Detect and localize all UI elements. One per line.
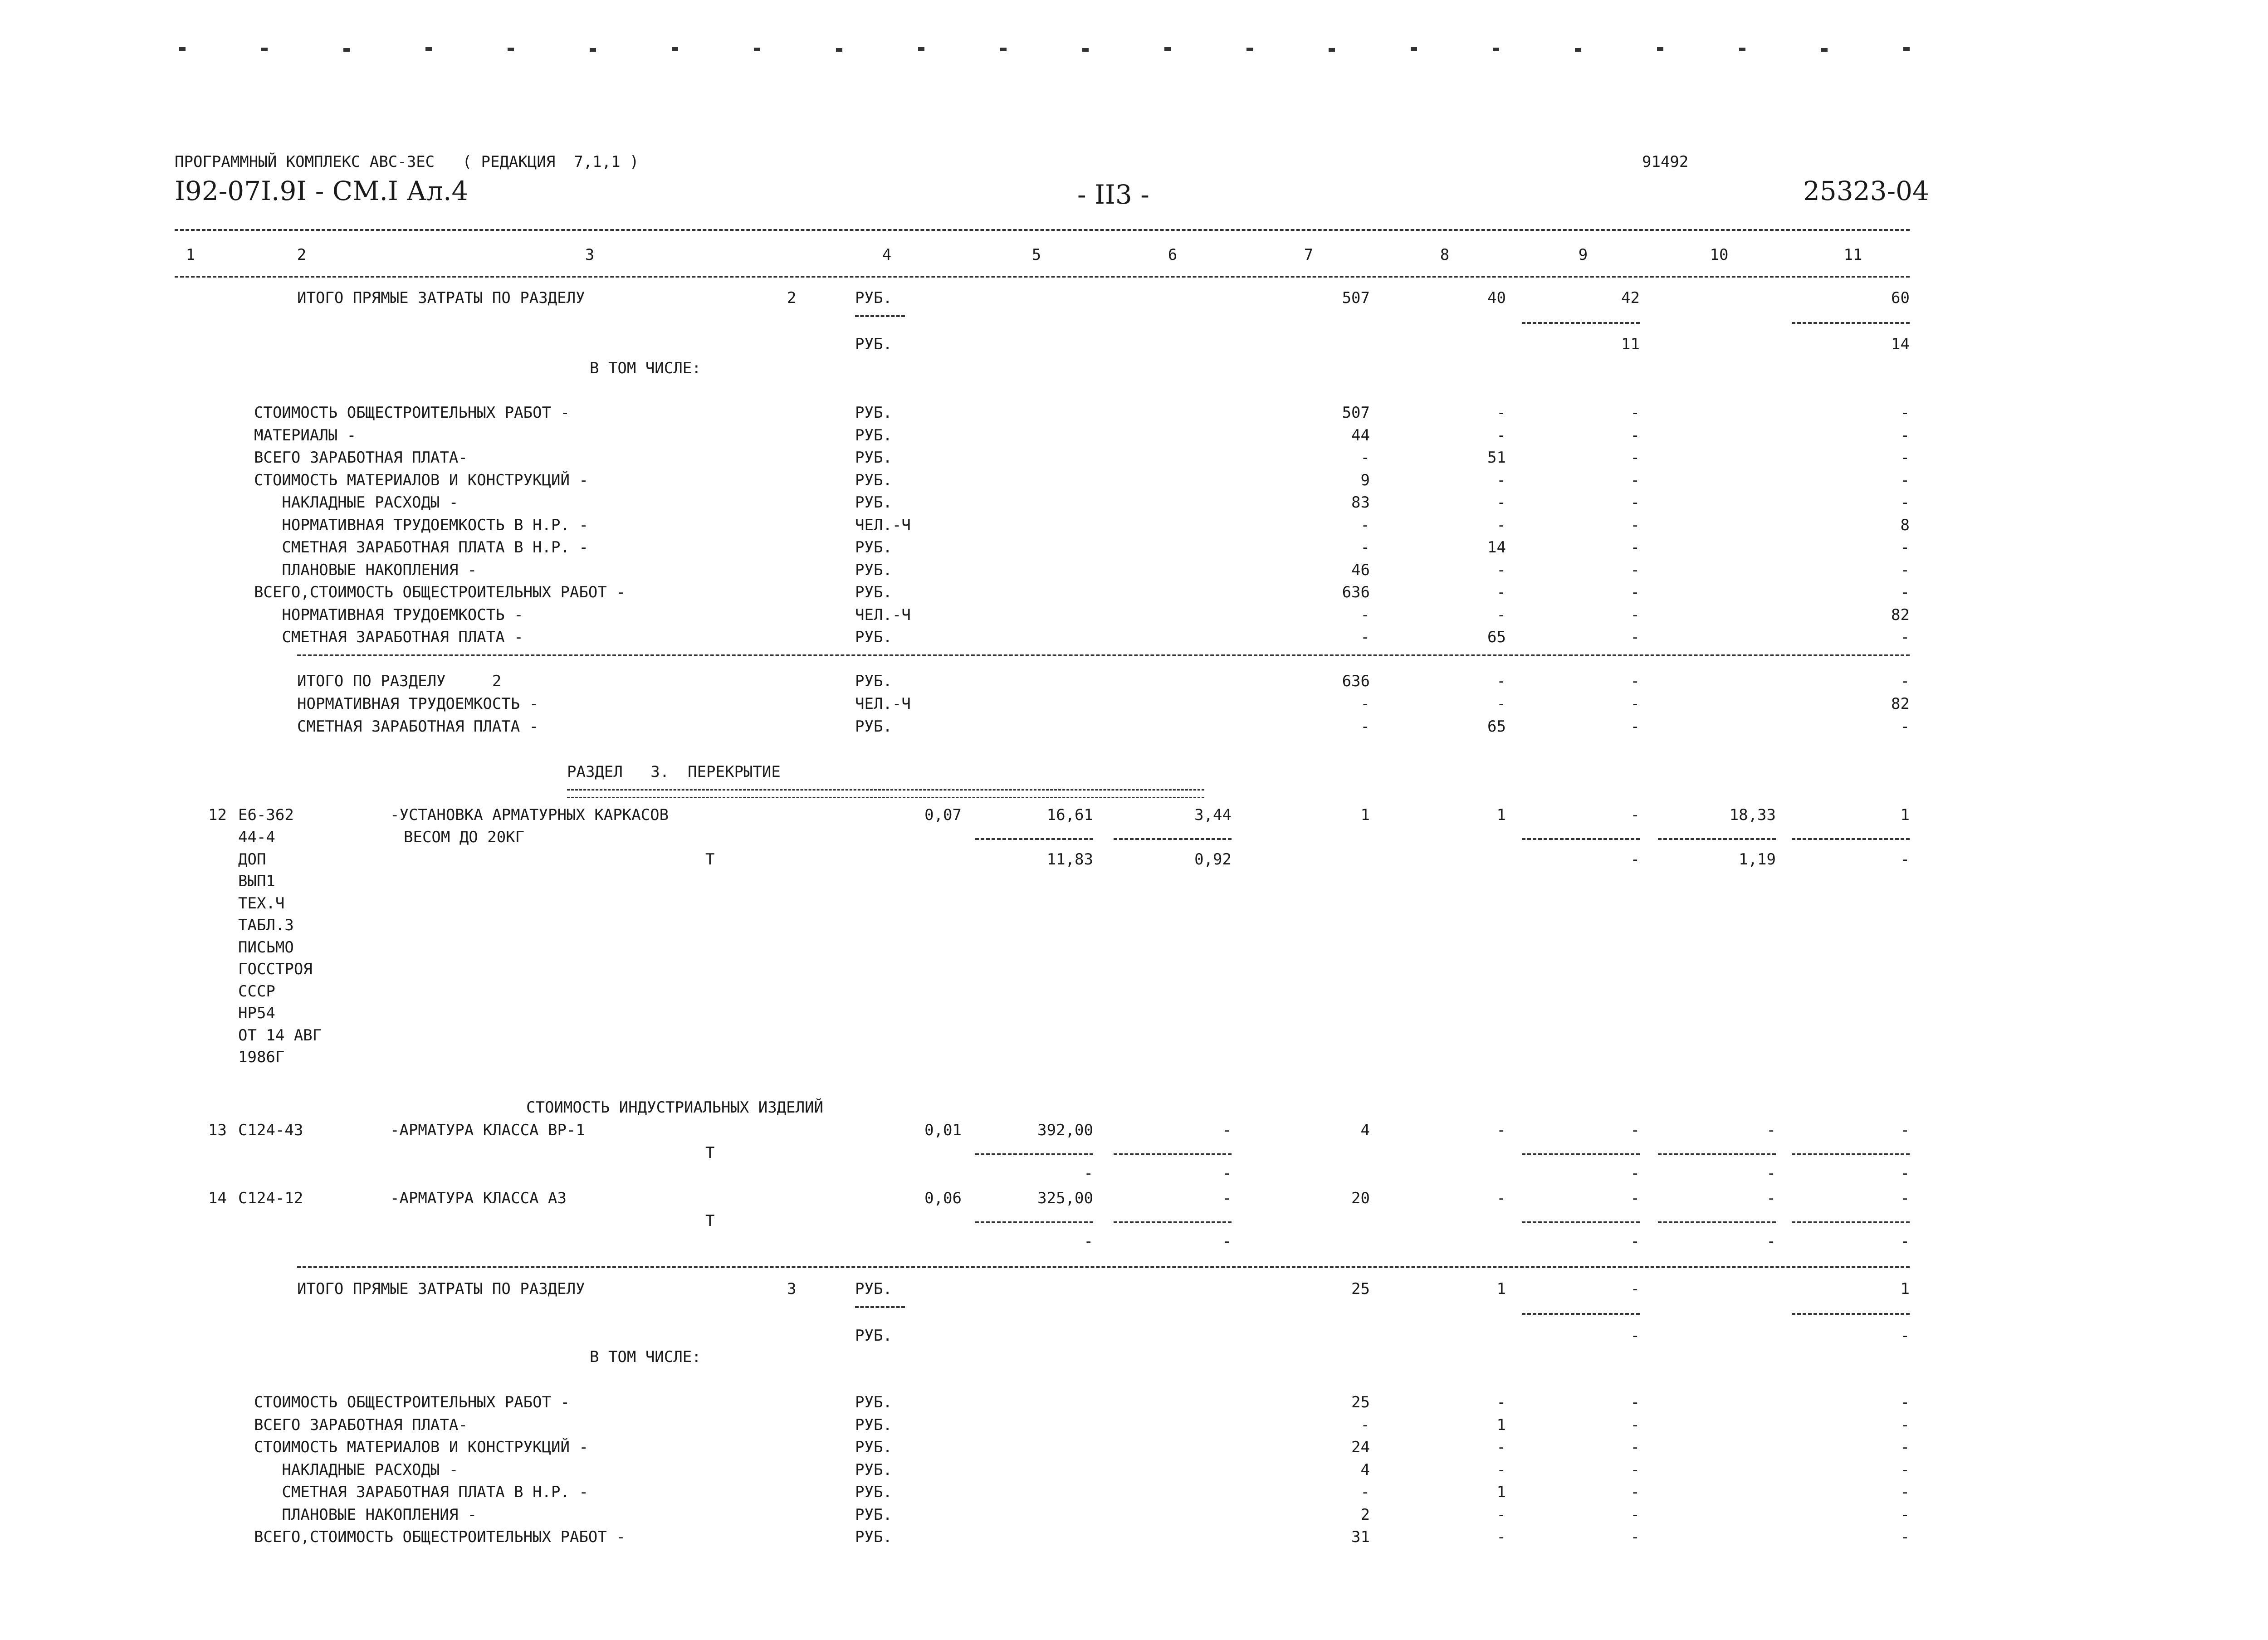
program-title: ПРОГРАММНЫЙ КОМПЛЕКС АВС-3ЕС ( РЕДАКЦИЯ 7,1,1 ) — [175, 153, 639, 171]
col11-rule — [1792, 1153, 1910, 1155]
col7-value: 31 — [1351, 1528, 1370, 1546]
punch-mark — [918, 47, 924, 51]
col9-value: - — [1630, 538, 1640, 556]
row-label: ВСЕГО,СТОИМОСТЬ ОБЩЕСТРОИТЕЛЬНЫХ РАБОТ - — [254, 583, 626, 601]
col7-value: 25 — [1351, 1280, 1370, 1298]
totals-section-num: 3 — [787, 1280, 797, 1298]
row-unit: РУБ. — [855, 538, 892, 556]
col11-rule — [1792, 1221, 1910, 1223]
col11-value: - — [1900, 426, 1910, 444]
item-name: -УСТАНОВКА АРМАТУРНЫХ КАРКАСОВ — [390, 806, 669, 824]
col11-value: - — [1900, 493, 1910, 512]
row-unit: РУБ. — [855, 672, 892, 690]
col7-value: - — [1360, 718, 1370, 736]
col10-value: 18,33 — [1729, 806, 1776, 824]
col11-value: - — [1900, 1189, 1910, 1207]
col11-value: - — [1900, 1505, 1910, 1524]
page-number: - II3 - — [1077, 179, 1149, 210]
col11-value: - — [1900, 1483, 1910, 1501]
col7-value: 9 — [1360, 471, 1370, 489]
col7-value: - — [1360, 449, 1370, 467]
column-number: 5 — [1031, 246, 1041, 264]
item-number: 14 — [208, 1189, 227, 1207]
row-unit: РУБ. — [855, 1528, 892, 1546]
row-unit: РУБ. — [855, 583, 892, 601]
row-unit: РУБ. — [855, 561, 892, 579]
row-unit: РУБ. — [855, 404, 892, 422]
note-line: ТЕХ.Ч — [238, 894, 285, 913]
col9-rule — [1522, 838, 1640, 840]
col11-value: - — [1900, 1393, 1910, 1411]
col5-dash: - — [1084, 1164, 1093, 1182]
industrial-heading: СТОИМОСТЬ ИНДУСТРИАЛЬНЫХ ИЗДЕЛИЙ — [526, 1098, 824, 1117]
item-name: -АРМАТУРА КЛАССА А3 — [390, 1189, 567, 1207]
row-unit: РУБ. — [855, 493, 892, 512]
row-unit: ЧЕЛ.-Ч — [855, 695, 911, 713]
col9-value: - — [1630, 449, 1640, 467]
col5-value: 16,61 — [1046, 806, 1093, 824]
punch-mark — [1903, 47, 1910, 51]
col7-value: - — [1360, 695, 1370, 713]
col10-value-2: 1,19 — [1739, 850, 1776, 869]
col7-value: 46 — [1351, 561, 1370, 579]
col11-value: - — [1900, 1460, 1910, 1479]
note-line: ОТ 14 АВГ — [238, 1026, 322, 1045]
col7-value: 4 — [1360, 1121, 1370, 1139]
col9-rule — [1522, 1313, 1640, 1315]
col6-rule — [1114, 1221, 1232, 1223]
col9-value: - — [1630, 1280, 1640, 1298]
col11-rule — [1792, 1313, 1910, 1315]
col8-value: - — [1496, 1189, 1506, 1207]
col5-rule — [975, 838, 1093, 840]
row-unit: РУБ. — [855, 718, 892, 736]
item-name: -АРМАТУРА КЛАССА ВР-1 — [390, 1121, 585, 1139]
col8-value: - — [1496, 404, 1506, 422]
row-label: МАТЕРИАЛЫ - — [254, 426, 357, 444]
item-code: С124-43 — [238, 1121, 303, 1139]
row-label: НОРМАТИВНАЯ ТРУДОЕМКОСТЬ - — [297, 695, 539, 713]
col7-value: 636 — [1342, 672, 1370, 690]
punch-mark — [754, 48, 760, 51]
header-rule-bottom — [175, 276, 1910, 278]
col9-value: - — [1630, 1415, 1640, 1434]
punch-mark — [1329, 48, 1335, 52]
col9-value: - — [1630, 426, 1640, 444]
punch-mark — [1082, 48, 1089, 52]
col7-value: 636 — [1342, 583, 1370, 601]
totals-section-num: 2 — [787, 289, 797, 307]
item-unit: Т — [705, 1212, 715, 1230]
col9-value: - — [1630, 672, 1640, 690]
row-unit: РУБ. — [855, 1393, 892, 1411]
row-unit: РУБ. — [855, 449, 892, 467]
col7-value: - — [1360, 1483, 1370, 1501]
col8-value: - — [1496, 1460, 1506, 1479]
col6-dash: - — [1222, 1164, 1232, 1182]
col9-value: - — [1630, 583, 1640, 601]
col7-value: - — [1360, 605, 1370, 624]
col10-value: - — [1766, 1121, 1776, 1139]
col8-value: - — [1496, 471, 1506, 489]
totals-unit: РУБ. — [855, 1280, 892, 1298]
col11-value: - — [1900, 672, 1910, 690]
col9-dash: - — [1630, 1232, 1640, 1250]
col5-rule — [975, 1153, 1093, 1155]
col9-value-2: - — [1630, 850, 1640, 869]
col11-value: - — [1900, 1438, 1910, 1456]
punch-mark — [836, 48, 842, 52]
col10-rule — [1658, 1153, 1776, 1155]
column-number: 6 — [1168, 246, 1178, 264]
col7-value: - — [1360, 516, 1370, 534]
note-line: ТАБЛ.3 — [238, 916, 294, 934]
row-label: СМЕТНАЯ ЗАРАБОТНАЯ ПЛАТА - — [297, 718, 539, 736]
punch-mark — [508, 48, 514, 51]
row-unit: РУБ. — [855, 1438, 892, 1456]
col11-dash: - — [1900, 1164, 1910, 1182]
punch-mark — [425, 47, 432, 51]
col11-value: - — [1900, 404, 1910, 422]
col11-value-2: 14 — [1891, 335, 1910, 353]
row-label: НОРМАТИВНАЯ ТРУДОЕМКОСТЬ В Н.Р. - — [254, 516, 588, 534]
row-label: СТОИМОСТЬ МАТЕРИАЛОВ И КОНСТРУКЦИЙ - — [254, 1438, 588, 1456]
col11-rule — [1792, 838, 1910, 840]
col11-value: - — [1900, 538, 1910, 556]
col9-value: - — [1630, 1393, 1640, 1411]
col6-rule — [1114, 838, 1232, 840]
col8-value: 40 — [1487, 289, 1506, 307]
document-reference: I92-07I.9I - СМ.I Ал.4 — [175, 176, 469, 206]
item-unit: Т — [705, 850, 715, 869]
col9-value: - — [1630, 1505, 1640, 1524]
col8-value: - — [1496, 672, 1506, 690]
column-number: 11 — [1843, 246, 1862, 264]
row-unit: РУБ. — [855, 471, 892, 489]
col10-value: - — [1766, 1189, 1776, 1207]
col4-value: 0,01 — [924, 1121, 962, 1139]
col7-value: - — [1360, 1415, 1370, 1434]
col9-value-2: 11 — [1621, 335, 1640, 353]
col5-value: 392,00 — [1037, 1121, 1093, 1139]
unit-rule — [855, 1306, 905, 1308]
col9-dash: - — [1630, 1164, 1640, 1182]
col9-value: - — [1630, 1121, 1640, 1139]
column-number: 1 — [186, 246, 196, 264]
punch-mark — [261, 48, 268, 51]
header-rule-top — [175, 229, 1910, 231]
subheading: В ТОМ ЧИСЛЕ: — [590, 359, 701, 377]
col11-value: - — [1900, 628, 1910, 646]
note-line: НР54 — [238, 1004, 275, 1022]
col6-value: - — [1222, 1121, 1232, 1139]
col8-value: - — [1496, 1505, 1506, 1524]
col8-value: 14 — [1487, 538, 1506, 556]
col7-value: - — [1360, 538, 1370, 556]
unit-rule — [855, 315, 905, 317]
col4-value: 0,06 — [924, 1189, 962, 1207]
item-number: 12 — [208, 806, 227, 824]
col11-rule — [1792, 322, 1910, 324]
col11-value: - — [1900, 449, 1910, 467]
subheading: В ТОМ ЧИСЛЕ: — [590, 1348, 701, 1366]
row-label: ИТОГО ПО РАЗДЕЛУ 2 — [297, 672, 502, 690]
col8-value: - — [1496, 605, 1506, 624]
col9-value: - — [1630, 404, 1640, 422]
row-label: СТОИМОСТЬ ОБЩЕСТРОИТЕЛЬНЫХ РАБОТ - — [254, 1393, 570, 1411]
punch-mark — [1164, 47, 1171, 51]
col11-value: 82 — [1891, 605, 1910, 624]
note-line: ВЫП1 — [238, 872, 275, 890]
col10-dash: - — [1766, 1232, 1776, 1250]
totals-unit: РУБ. — [855, 289, 892, 307]
col11-value: - — [1900, 1121, 1910, 1139]
punch-mark — [1739, 48, 1745, 51]
punch-mark — [1821, 48, 1828, 52]
col9-rule — [1522, 1221, 1640, 1223]
col9-value: - — [1630, 1483, 1640, 1501]
note-line: ПИСЬМО — [238, 938, 294, 957]
row-label: ВСЕГО ЗАРАБОТНАЯ ПЛАТА- — [254, 1415, 468, 1434]
totals-unit-2: РУБ. — [855, 1327, 892, 1345]
col9-value: - — [1630, 628, 1640, 646]
row-label: СМЕТНАЯ ЗАРАБОТНАЯ ПЛАТА - — [254, 628, 523, 646]
col9-value: - — [1630, 471, 1640, 489]
note-line: 1986Г — [238, 1048, 285, 1066]
column-number: 4 — [882, 246, 892, 264]
item-code: Е6-362 — [238, 806, 294, 824]
row-unit: РУБ. — [855, 1505, 892, 1524]
col9-value: - — [1630, 561, 1640, 579]
col11-value: 1 — [1900, 806, 1910, 824]
col8-value: - — [1496, 583, 1506, 601]
col7-value: 20 — [1351, 1189, 1370, 1207]
row-label: НОРМАТИВНАЯ ТРУДОЕМКОСТЬ - — [254, 605, 523, 624]
col7-value: 4 — [1360, 1460, 1370, 1479]
row-label: ПЛАНОВЫЕ НАКОПЛЕНИЯ - — [254, 561, 477, 579]
row-unit: РУБ. — [855, 1460, 892, 1479]
row-label: СТОИМОСТЬ МАТЕРИАЛОВ И КОНСТРУКЦИЙ - — [254, 471, 588, 489]
column-number: 3 — [585, 246, 595, 264]
punch-mark — [343, 48, 350, 52]
col11-value: - — [1900, 1528, 1910, 1546]
col9-value: - — [1630, 1460, 1640, 1479]
col9-rule — [1522, 1153, 1640, 1155]
col9-value: - — [1630, 1438, 1640, 1456]
col7-value: 2 — [1360, 1505, 1370, 1524]
punch-mark — [1246, 48, 1253, 51]
row-label: НАКЛАДНЫЕ РАСХОДЫ - — [254, 1460, 459, 1479]
col11-value-2: - — [1900, 850, 1910, 869]
punch-mark — [590, 48, 596, 52]
col9-value: - — [1630, 1528, 1640, 1546]
punch-mark — [1000, 48, 1007, 51]
col8-value: 65 — [1487, 628, 1506, 646]
col8-value: - — [1496, 1528, 1506, 1546]
section3-underline — [567, 789, 1204, 798]
col5-dash: - — [1084, 1232, 1093, 1250]
punch-mark — [1493, 48, 1499, 51]
col8-value: 1 — [1496, 1415, 1506, 1434]
item-name-line2: ВЕСОМ ДО 20КГ — [404, 828, 525, 846]
col7-value: 24 — [1351, 1438, 1370, 1456]
row-label: СМЕТНАЯ ЗАРАБОТНАЯ ПЛАТА В Н.Р. - — [254, 538, 588, 556]
col8-value: - — [1496, 516, 1506, 534]
punch-mark — [179, 47, 186, 51]
totals-label: ИТОГО ПРЯМЫЕ ЗАТРАТЫ ПО РАЗДЕЛУ — [297, 1280, 585, 1298]
col8-value: - — [1496, 695, 1506, 713]
col7-value: 44 — [1351, 426, 1370, 444]
section3-title: РАЗДЕЛ 3. ПЕРЕКРЫТИЕ — [567, 763, 781, 781]
col5-rule — [975, 1221, 1093, 1223]
col8-value: - — [1496, 1121, 1506, 1139]
col9-value: - — [1630, 493, 1640, 512]
row-unit: РУБ. — [855, 628, 892, 646]
column-number: 2 — [297, 246, 307, 264]
col9-rule — [1522, 322, 1640, 324]
col9-value: - — [1630, 516, 1640, 534]
col9-value: - — [1630, 605, 1640, 624]
totals-label: ИТОГО ПРЯМЫЕ ЗАТРАТЫ ПО РАЗДЕЛУ — [297, 289, 585, 307]
col8-value: - — [1496, 426, 1506, 444]
col5-value-2: 11,83 — [1046, 850, 1093, 869]
note-line: ДОП — [238, 850, 266, 869]
program-code: 91492 — [1642, 153, 1689, 171]
col11-value-2: - — [1900, 1327, 1910, 1345]
row-unit: РУБ. — [855, 1415, 892, 1434]
item-number: 13 — [208, 1121, 227, 1139]
col9-value: - — [1630, 695, 1640, 713]
column-number: 8 — [1440, 246, 1450, 264]
col9-value-2: - — [1630, 1327, 1640, 1345]
col6-value: 3,44 — [1194, 806, 1232, 824]
punch-mark — [1411, 47, 1417, 51]
row-label: НАКЛАДНЫЕ РАСХОДЫ - — [254, 493, 459, 512]
punch-mark — [672, 47, 678, 51]
col11-value: 60 — [1891, 289, 1910, 307]
punch-mark — [1575, 48, 1581, 52]
column-number: 7 — [1304, 246, 1314, 264]
col9-value: - — [1630, 718, 1640, 736]
col11-value: 82 — [1891, 695, 1910, 713]
column-number: 9 — [1578, 246, 1588, 264]
col8-value: 51 — [1487, 449, 1506, 467]
col8-value: 1 — [1496, 1483, 1506, 1501]
col11-value: - — [1900, 471, 1910, 489]
col8-value: - — [1496, 493, 1506, 512]
totals-unit-2: РУБ. — [855, 335, 892, 353]
note-line: СССР — [238, 982, 275, 1001]
row-label: ВСЕГО,СТОИМОСТЬ ОБЩЕСТРОИТЕЛЬНЫХ РАБОТ - — [254, 1528, 626, 1546]
row-unit: РУБ. — [855, 426, 892, 444]
col8-value: - — [1496, 1393, 1506, 1411]
row-label: СТОИМОСТЬ ОБЩЕСТРОИТЕЛЬНЫХ РАБОТ - — [254, 404, 570, 422]
col11-value: - — [1900, 718, 1910, 736]
item-unit: Т — [705, 1144, 715, 1162]
col8-value: - — [1496, 1438, 1506, 1456]
col8-value: 1 — [1496, 806, 1506, 824]
col8-value: 65 — [1487, 718, 1506, 736]
col10-dash: - — [1766, 1164, 1776, 1182]
col11-value: - — [1900, 1415, 1910, 1434]
col9-value: - — [1630, 1189, 1640, 1207]
note-line: ГОССТРОЯ — [238, 960, 313, 978]
col7-value: 83 — [1351, 493, 1370, 512]
col11-dash: - — [1900, 1232, 1910, 1250]
col9-value: - — [1630, 806, 1640, 824]
col7-value: 25 — [1351, 1393, 1370, 1411]
col11-value: 8 — [1900, 516, 1910, 534]
item-code: С124-12 — [238, 1189, 303, 1207]
col6-rule — [1114, 1153, 1232, 1155]
col7-value: 507 — [1342, 289, 1370, 307]
document-number: 25323-04 — [1803, 176, 1929, 206]
col6-value: - — [1222, 1189, 1232, 1207]
row-label: ВСЕГО ЗАРАБОТНАЯ ПЛАТА- — [254, 449, 468, 467]
row-unit: РУБ. — [855, 1483, 892, 1501]
col6-dash: - — [1222, 1232, 1232, 1250]
section2-rule — [297, 654, 1910, 656]
column-number: 10 — [1710, 246, 1729, 264]
col9-value: 42 — [1621, 289, 1640, 307]
col4-value: 0,07 — [924, 806, 962, 824]
col8-value: 1 — [1496, 1280, 1506, 1298]
punch-mark — [1657, 47, 1663, 51]
row-unit: ЧЕЛ.-Ч — [855, 516, 911, 534]
col7-value: 1 — [1360, 806, 1370, 824]
col7-value: - — [1360, 628, 1370, 646]
col10-rule — [1658, 838, 1776, 840]
row-label: ПЛАНОВЫЕ НАКОПЛЕНИЯ - — [254, 1505, 477, 1524]
col10-rule — [1658, 1221, 1776, 1223]
col7-value: 507 — [1342, 404, 1370, 422]
row-unit: ЧЕЛ.-Ч — [855, 605, 911, 624]
col11-value: - — [1900, 583, 1910, 601]
col8-value: - — [1496, 561, 1506, 579]
section3-rule — [297, 1266, 1910, 1268]
col5-value: 325,00 — [1037, 1189, 1093, 1207]
note-line: 44-4 — [238, 828, 275, 846]
col11-value: - — [1900, 561, 1910, 579]
row-label: СМЕТНАЯ ЗАРАБОТНАЯ ПЛАТА В Н.Р. - — [254, 1483, 588, 1501]
col11-value: 1 — [1900, 1280, 1910, 1298]
col6-value-2: 0,92 — [1194, 850, 1232, 869]
